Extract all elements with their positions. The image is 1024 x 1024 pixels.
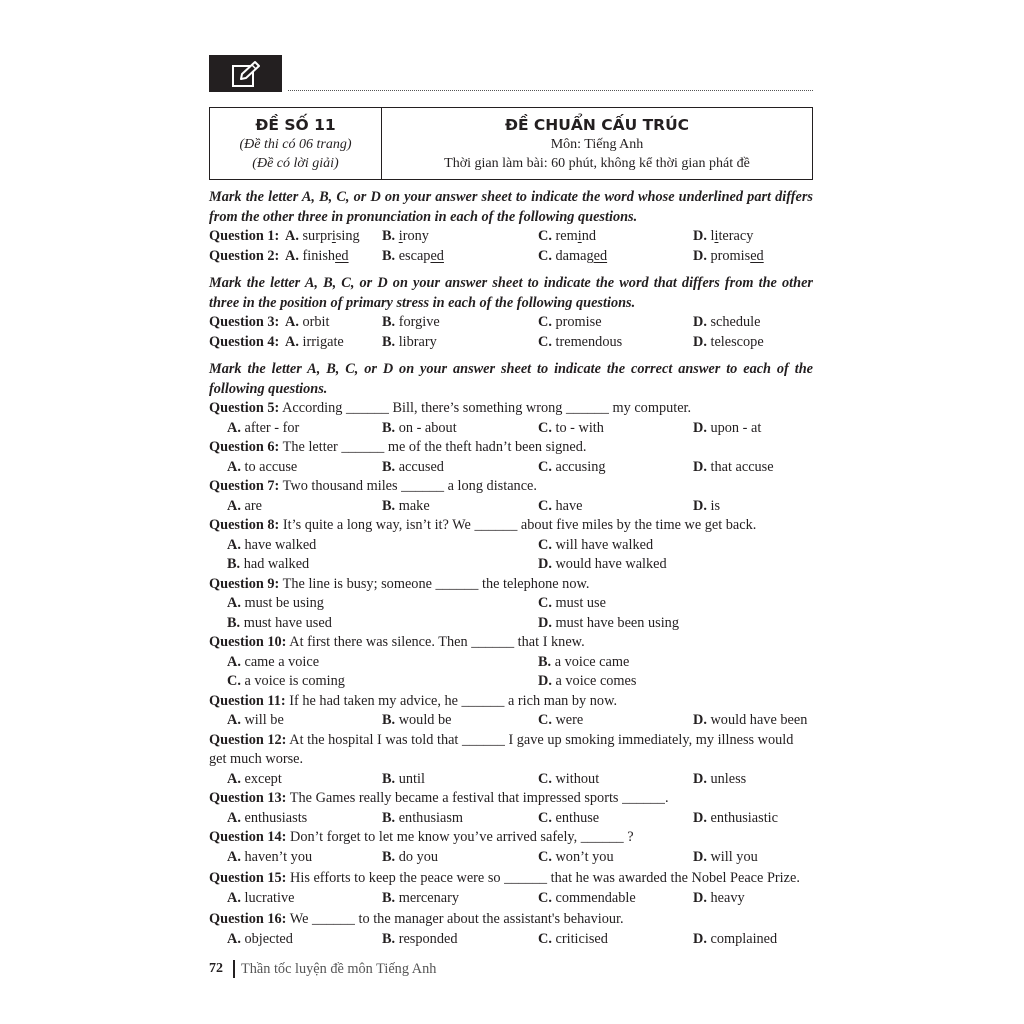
- option-c: C. criticised: [538, 930, 608, 947]
- option-d: D. would have been: [693, 712, 808, 728]
- option-b: B. on - about: [382, 419, 457, 436]
- exam-number: ĐỀ SỐ 11: [255, 116, 336, 134]
- option-c: C. were: [538, 712, 584, 728]
- options-6: [209, 458, 813, 478]
- option-b: B. a voice came: [538, 653, 630, 670]
- option-c: C. to - with: [538, 419, 604, 436]
- option-a: A. came a voice: [227, 653, 320, 670]
- option-d: D. literacy: [693, 228, 754, 244]
- option-d: D. a voice comes: [538, 673, 637, 689]
- options-14: [209, 848, 813, 868]
- options-5: [209, 419, 813, 439]
- option-d: D. will you: [693, 848, 758, 865]
- question-9: Question 9: The line is busy; someone ______ the telephone now.: [209, 575, 590, 592]
- option-c: C. tremendous: [538, 333, 623, 350]
- option-d: D. is: [693, 497, 721, 514]
- option-a: A. irrigate: [285, 333, 344, 350]
- option-a: A. will be: [227, 712, 284, 728]
- exam-time: Thời gian làm bài: 60 phút, không kể thời gian phát đề: [444, 156, 750, 171]
- exam-title: ĐỀ CHUẨN CẤU TRÚC: [504, 116, 690, 134]
- instruction-pronunciation: Mark the letter A, B, C, or D on your answer sheet to indicate the word whose underlined part differs from the other three in pronunciation in each of the following questions.: [209, 189, 813, 225]
- option-b: B. until: [382, 770, 425, 787]
- page-footer: [209, 960, 436, 978]
- option-d: D. complained: [693, 930, 778, 947]
- option-b: B. responded: [382, 930, 458, 947]
- exam-header: [209, 107, 813, 180]
- option-a: A. haven’t you: [227, 848, 313, 865]
- option-b: B. accused: [382, 458, 444, 475]
- question-12-cont: get much worse.: [209, 751, 304, 767]
- question-4: [209, 333, 813, 353]
- option-c: C. commendable: [538, 889, 636, 906]
- exam-info: [210, 108, 382, 179]
- option-b: B. would be: [382, 712, 452, 728]
- options-8-row2: [209, 555, 813, 575]
- question-label: Question 2:: [209, 247, 280, 264]
- option-c: C. must use: [538, 595, 606, 611]
- option-b: B. enthusiasm: [382, 809, 464, 826]
- option-a: A. are: [227, 497, 262, 514]
- option-c: C. won’t you: [538, 848, 614, 865]
- option-c: C. remind: [538, 228, 596, 244]
- options-13: [209, 809, 813, 829]
- option-b: B. make: [382, 497, 430, 514]
- question-11: Question 11: If he had taken my advice, he ______ a rich man by now.: [209, 692, 618, 709]
- option-a: A. surprising: [285, 228, 360, 244]
- option-c: C. promise: [538, 314, 602, 330]
- options-9-row2: [209, 614, 813, 634]
- option-a: A. orbit: [285, 314, 330, 330]
- option-b: B. library: [382, 333, 437, 350]
- option-b: B. had walked: [227, 556, 310, 572]
- question-2: [209, 247, 813, 267]
- exam-subject: Môn: Tiếng Anh: [550, 137, 644, 152]
- option-a: A. lucrative: [227, 889, 295, 906]
- option-d: D. telescope: [693, 333, 764, 350]
- question-15: Question 15: His efforts to keep the peace were so ______ that he was awarded the Nobel Peace Prize.: [209, 870, 800, 886]
- question-10: Question 10: At first there was silence. Then ______ that I knew.: [209, 634, 585, 650]
- options-7: [209, 497, 813, 517]
- header-tab: [209, 55, 282, 92]
- option-d: D. schedule: [693, 314, 761, 330]
- options-10-row1: [209, 653, 813, 673]
- option-c: C. have: [538, 497, 583, 514]
- option-a: A. have walked: [227, 536, 317, 553]
- option-b: B. do you: [382, 848, 439, 865]
- question-12: Question 12: At the hospital I was told that ______ I gave up smoking immediately, my illness would: [209, 731, 794, 748]
- option-d: D. would have walked: [538, 556, 667, 572]
- book-title: Thần tốc luyện đề môn Tiếng Anh: [241, 960, 437, 977]
- options-8-row1: [209, 536, 813, 556]
- question-label: Question 4:: [209, 333, 280, 350]
- option-d: D. enthusiastic: [693, 809, 778, 826]
- option-b: B. forgive: [382, 314, 440, 330]
- question-label: Question 3:: [209, 314, 280, 330]
- instruction-stress: Mark the letter A, B, C, or D on your answer sheet to indicate the word that differs from the other three in the position of primary stress in each of the following questions.: [209, 275, 813, 311]
- exam-meta: [382, 108, 812, 179]
- option-b: B. irony: [382, 228, 429, 244]
- question-16: Question 16: We ______ to the manager about the assistant's behaviour.: [209, 911, 624, 927]
- options-9-row1: [209, 594, 813, 614]
- option-c: C. a voice is coming: [227, 673, 345, 689]
- question-14: Question 14: Don’t forget to let me know you’ve arrived safely, ______ ?: [209, 829, 634, 845]
- option-b: B. must have used: [227, 614, 332, 631]
- option-a: A. after - for: [227, 419, 300, 436]
- option-a: A. finished: [285, 247, 349, 264]
- option-a: A. except: [227, 770, 282, 787]
- option-d: D. must have been using: [538, 614, 679, 631]
- option-a: A. enthusiasts: [227, 809, 308, 826]
- option-c: C. accusing: [538, 458, 606, 475]
- question-8: Question 8: It’s quite a long way, isn’t it? We ______ about five miles by the time we get back.: [209, 517, 757, 533]
- dotted-divider: [288, 90, 813, 91]
- question-7: Question 7: Two thousand miles ______ a long distance.: [209, 478, 537, 494]
- options-12: [209, 770, 813, 790]
- option-a: A. objected: [227, 930, 293, 947]
- option-b: B. escaped: [382, 247, 444, 264]
- options-10-row2: [209, 672, 813, 692]
- pencil-edit-icon: [231, 60, 261, 88]
- question-13: Question 13: The Games really became a festival that impressed sports ______.: [209, 790, 669, 806]
- options-11: [209, 711, 813, 731]
- question-label: Question 1:: [209, 228, 280, 244]
- page-number: 72: [209, 961, 223, 976]
- option-c: C. enthuse: [538, 809, 600, 826]
- option-a: A. must be using: [227, 595, 324, 611]
- option-d: D. upon - at: [693, 419, 762, 436]
- solution-note: (Đề có lời giải): [252, 156, 339, 171]
- options-15: [209, 889, 813, 909]
- questions-body: [209, 188, 813, 949]
- option-d: D. that accuse: [693, 458, 774, 475]
- option-b: B. mercenary: [382, 889, 460, 906]
- pages-note: (Đề thi có 06 trang): [239, 137, 352, 152]
- instruction-correct: Mark the letter A, B, C, or D on your answer sheet to indicate the correct answer to each of the following questions.: [209, 361, 813, 397]
- options-16: [209, 930, 813, 950]
- question-5: Question 5: According ______ Bill, there’s something wrong ______ my computer.: [209, 400, 692, 416]
- option-c: C. damaged: [538, 247, 608, 264]
- option-c: C. without: [538, 770, 600, 787]
- option-a: A. to accuse: [227, 458, 298, 475]
- question-6: Question 6: The letter ______ me of the theft hadn’t been signed.: [209, 439, 587, 455]
- question-3: [209, 313, 813, 333]
- option-c: C. will have walked: [538, 536, 654, 553]
- option-d: D. unless: [693, 770, 747, 787]
- option-d: D. promised: [693, 247, 764, 264]
- question-1: [209, 227, 813, 247]
- footer-divider: [233, 960, 235, 978]
- option-d: D. heavy: [693, 889, 745, 906]
